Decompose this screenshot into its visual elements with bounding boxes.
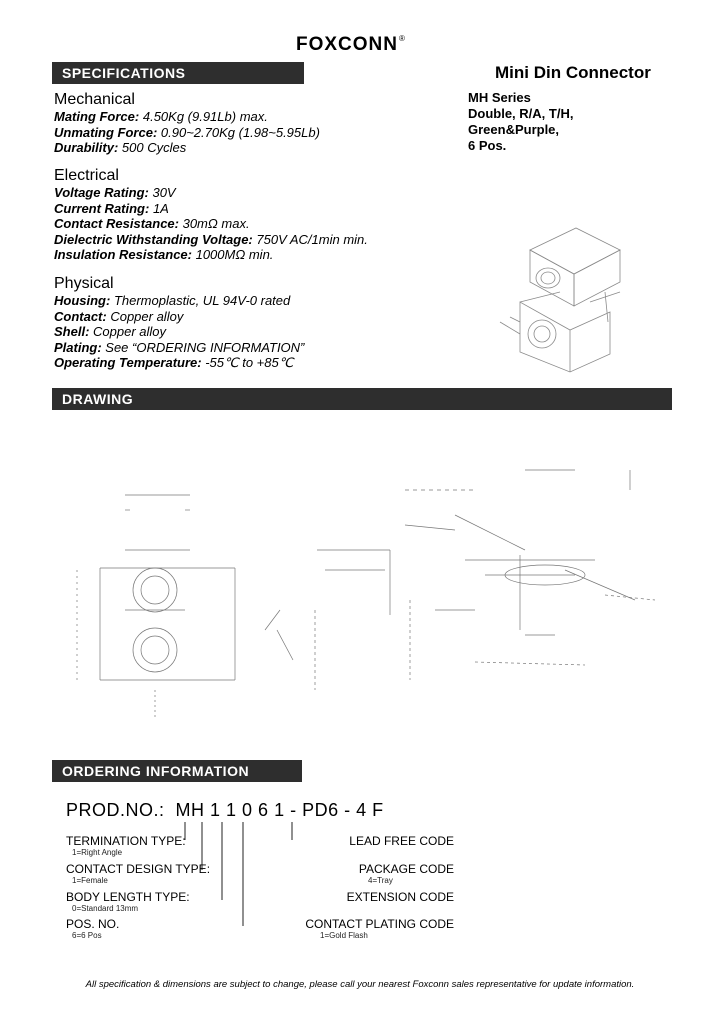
ordering-field-termination: TERMINATION TYPE: 1=Right Angle xyxy=(66,834,186,857)
spec-line: Housing: Thermoplastic, UL 94V-0 rated xyxy=(54,293,291,308)
ordering-sub-contact-plating: 1=Gold Flash xyxy=(320,931,368,940)
ordering-field-lead-free: LEAD FREE CODE xyxy=(349,834,454,848)
physical-section xyxy=(54,275,304,371)
ordering-field-contact-plating: CONTACT PLATING CODE xyxy=(305,917,454,931)
spec-line: Operating Temperature: -55℃ to +85℃ xyxy=(54,355,294,370)
section-bar-specifications: SPECIFICATIONS xyxy=(52,62,304,84)
technical-drawing xyxy=(55,450,665,740)
ordering-sub-package: 4=Tray xyxy=(368,876,393,885)
foxconn-logo: FOXCONN® xyxy=(296,34,406,55)
physical-heading: Physical xyxy=(54,275,114,292)
product-series-info: MH Series Double, R/A, T/H, Green&Purple, 6 Pos. xyxy=(468,90,574,153)
spec-line: Unmating Force: 0.90~2.70Kg (1.98~5.95Lb) xyxy=(54,124,320,140)
electrical-heading: Electrical xyxy=(54,167,119,184)
spec-line: Contact: Copper alloy xyxy=(54,308,184,324)
spec-line: Plating: See “ORDERING INFORMATION” xyxy=(54,339,305,355)
spec-line: Insulation Resistance: 1000MΩ min. xyxy=(54,247,274,262)
spec-line: Durability: 500 Cycles xyxy=(54,140,187,155)
spec-line: Contact Resistance: 30mΩ max. xyxy=(54,216,250,231)
ordering-field-package: PACKAGE CODE xyxy=(358,862,454,876)
ordering-field-contact-design: CONTACT DESIGN TYPE: 1=Female xyxy=(66,862,211,885)
spec-line: Dielectric Withstanding Voltage: 750V AC/1min min. xyxy=(54,231,368,247)
spec-line: Current Rating: 1A xyxy=(54,200,169,216)
electrical-section xyxy=(54,167,368,263)
ordering-field-body-length: BODY LENGTH TYPE: 0=Standard 13mm xyxy=(66,890,190,913)
spec-line: Mating Force: 4.50Kg (9.91Lb) max. xyxy=(54,109,268,124)
mechanical-section xyxy=(54,91,320,156)
ordering-field-pos-no: POS. NO. 6=6 Pos xyxy=(66,917,120,940)
section-bar-drawing: DRAWING xyxy=(52,388,672,410)
spec-line: Voltage Rating: 30V xyxy=(54,185,176,200)
part-number: MH 1 1 0 6 1 - PD6 - 4 F xyxy=(175,800,384,820)
section-bar-ordering: ORDERING INFORMATION xyxy=(52,760,302,782)
ordering-field-extension: EXTENSION CODE xyxy=(346,890,454,904)
mechanical-heading: Mechanical xyxy=(54,91,135,108)
spec-line: Shell: Copper alloy xyxy=(54,324,167,339)
product-title: Mini Din Connector xyxy=(495,63,651,82)
prod-no-label: PROD.NO.: xyxy=(66,800,165,820)
connector-illustration xyxy=(490,222,670,382)
footer-disclaimer: All specification & dimensions are subject to change, please call your nearest Foxconn sales representative for update information. xyxy=(85,979,635,990)
